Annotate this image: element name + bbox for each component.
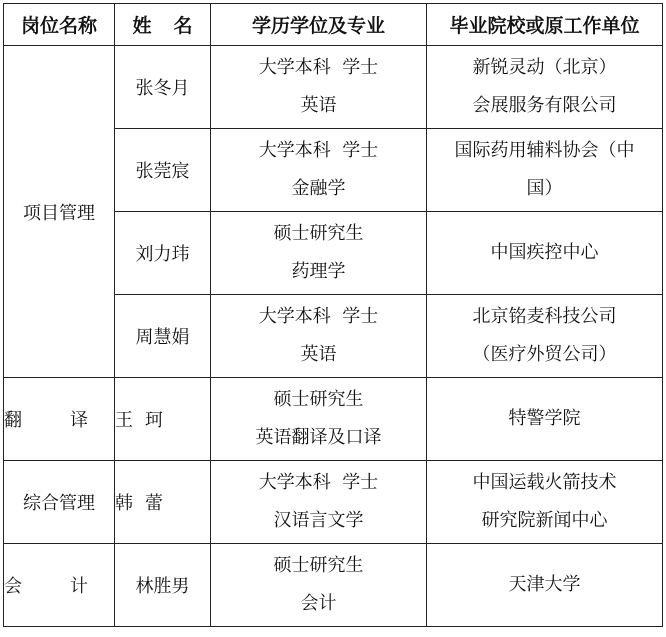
degree-text: 硕士研究生 <box>273 389 364 410</box>
table-row <box>4 46 663 129</box>
header-name <box>115 4 211 46</box>
school-line-1: 中国运载火箭技术 <box>472 472 617 493</box>
position-cell <box>4 544 115 627</box>
school-line-2: 研究院新闻中心 <box>481 510 608 531</box>
education-cell <box>211 46 427 129</box>
name-cell <box>115 461 211 544</box>
name-char-2: 蕾 <box>145 493 163 514</box>
school-line-2: （医疗外贸公司） <box>472 344 617 365</box>
position-char-2: 译 <box>70 410 88 431</box>
name-cell: 刘力玮 <box>115 212 211 295</box>
position-char-2: 计 <box>70 576 88 597</box>
degree-text: 大学本科 学士 <box>258 140 379 161</box>
name-cell <box>115 378 211 461</box>
major-text: 会计 <box>300 593 337 614</box>
table-row <box>4 461 663 544</box>
degree-text: 大学本科 学士 <box>258 306 379 327</box>
school-line-2: 会展服务有限公司 <box>472 95 617 116</box>
header-school: 毕业院校或原工作单位 <box>427 4 663 46</box>
name-char-1: 韩 <box>115 493 133 514</box>
school-cell <box>427 295 663 378</box>
school-line-1: 中国疾控中心 <box>490 242 599 263</box>
degree-text: 硕士研究生 <box>273 555 364 576</box>
education-cell <box>211 544 427 627</box>
major-text: 金融学 <box>291 178 346 199</box>
header-position: 岗位名称 <box>4 4 115 46</box>
school-cell <box>427 212 663 295</box>
major-text: 英语翻译及口译 <box>255 427 382 448</box>
school-line-1: 特警学院 <box>508 408 581 429</box>
table-row <box>4 378 663 461</box>
position-cell: 综合管理 <box>4 461 115 544</box>
degree-text: 大学本科 学士 <box>258 57 379 78</box>
name-cell: 林胜男 <box>115 544 211 627</box>
school-cell <box>427 544 663 627</box>
table-row <box>4 544 663 627</box>
school-cell <box>427 461 663 544</box>
position-char-1: 会 <box>4 576 22 597</box>
education-cell <box>211 461 427 544</box>
major-text: 英语 <box>300 344 337 365</box>
school-line-2: 国） <box>526 178 563 199</box>
school-line-1: 北京铭麦科技公司 <box>472 306 617 327</box>
education-cell <box>211 129 427 212</box>
school-cell <box>427 378 663 461</box>
major-text: 英语 <box>300 95 337 116</box>
position-cell: 项目管理 <box>4 46 115 378</box>
position-char-1: 翻 <box>4 410 22 431</box>
table-header <box>4 4 663 46</box>
position-cell <box>4 378 115 461</box>
name-cell: 周慧娟 <box>115 295 211 378</box>
major-text: 汉语言文学 <box>273 510 364 531</box>
header-education: 学历学位及专业 <box>211 4 427 46</box>
name-cell: 张冬月 <box>115 46 211 129</box>
header-name-char-2: 名 <box>173 15 193 37</box>
name-cell: 张莞宸 <box>115 129 211 212</box>
education-cell <box>211 295 427 378</box>
school-line-1: 国际药用辅料协会（中 <box>454 140 635 161</box>
staff-table <box>3 3 663 627</box>
major-text: 药理学 <box>291 261 346 282</box>
school-line-1: 新锐灵动（北京） <box>472 57 617 78</box>
header-name-char-1: 姓 <box>132 15 152 37</box>
education-cell <box>211 378 427 461</box>
school-cell <box>427 129 663 212</box>
header-row <box>4 4 663 46</box>
education-cell <box>211 212 427 295</box>
degree-text: 硕士研究生 <box>273 223 364 244</box>
name-char-2: 珂 <box>145 410 163 431</box>
school-line-1: 天津大学 <box>508 574 581 595</box>
degree-text: 大学本科 学士 <box>258 472 379 493</box>
school-cell <box>427 46 663 129</box>
name-char-1: 王 <box>115 410 133 431</box>
